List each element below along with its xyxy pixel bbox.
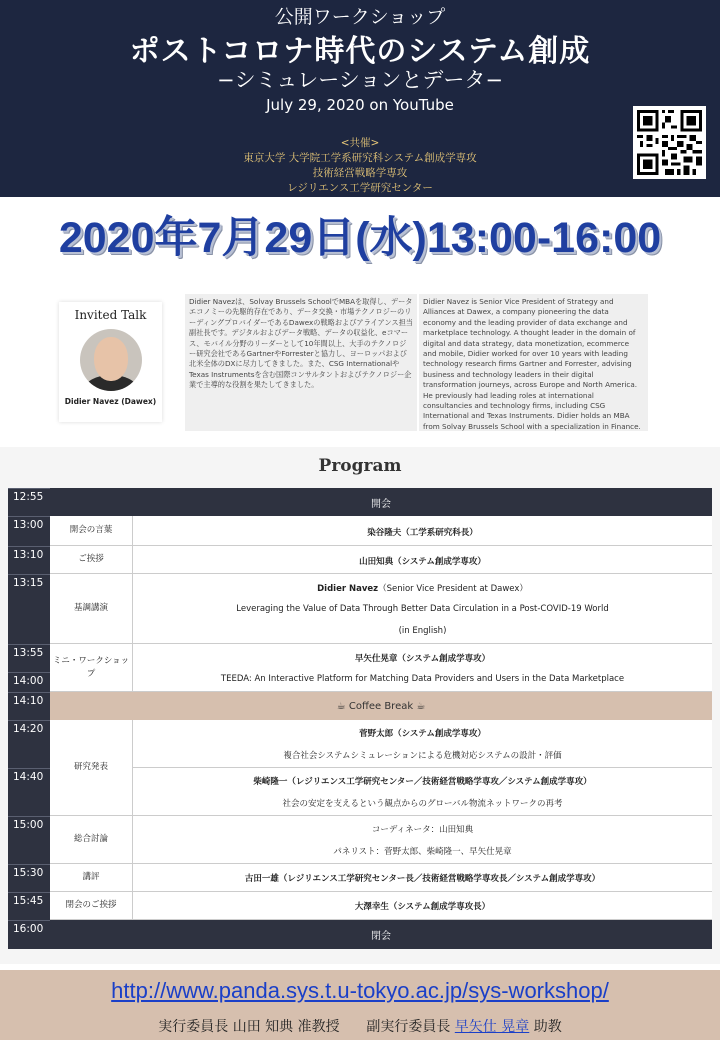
session-label: 基調講演 <box>50 574 133 644</box>
chair-role: 実行委員長 <box>158 1019 229 1035</box>
vice-chair-name-link[interactable]: 早矢仕 晃章 <box>454 1019 530 1035</box>
speaker: 古田一雄（レジリエンス工学研究センター長／技術経営戦略学専攻長／システム創成学専攻） <box>244 874 601 884</box>
session-label: 総合討論 <box>50 816 133 864</box>
session-content <box>133 768 712 816</box>
time-slot: 13:55 <box>8 644 50 672</box>
talk-title: 複合社会システムシミュレーションによる危機対応システムの設計・評価 <box>283 751 562 761</box>
invited-talk-card <box>59 302 162 422</box>
time-slot: 15:30 <box>8 864 50 892</box>
organizers <box>0 136 720 196</box>
time-slot: 13:10 <box>8 546 50 574</box>
event-datetime: 2020年7月29日(水)13:00-16:00 <box>58 214 662 262</box>
avatar-face <box>94 337 128 381</box>
speaker: 染谷隆夫（工学系研究科長） <box>367 528 478 538</box>
talk-language: (in English) <box>398 626 447 636</box>
talk-title: Leveraging the Value of Data Through Better Data Circulation in a Post-COVID-19 World <box>236 604 609 614</box>
time-slot: 13:00 <box>8 516 50 546</box>
opening-row: 開会 <box>50 488 712 516</box>
speaker-affiliation: （Senior Vice President at Dawex） <box>378 584 528 594</box>
session-content <box>133 892 712 920</box>
invited-talk-label: Invited Talk <box>74 308 147 322</box>
page-title: ポストコロナ時代のシステム創成 <box>129 34 591 69</box>
session-label: 閉会のご挨拶 <box>50 892 133 920</box>
time-slot: 15:00 <box>8 816 50 864</box>
closing-row: 閉会 <box>50 920 712 949</box>
session-content <box>133 546 712 574</box>
speaker-bio-japanese: Didier Navezは、Solvay Brussels SchoolでMBAを取得し、データエコノミーの先駆的存在であり、データ交換・市場テクノロジーのリーディングプロバイダーであるDawexの戦略およびアライアンス担当副社長です。デジタルおよびデータ戦略、データの収益化、eコマース、モバイル分野のリーダーとして10年間以上、大手のテクノロジー研究会社であるGartnerやForresterと協力し、ヨーロッパおよび北米全体のDXに尽力してきました。また、CSG InternationalやTexas Instrumentsを含む国際コンサルタントおよびテクノロジー企業で主導的な役割を果たしてきました。 <box>185 294 417 431</box>
speaker: Didier Navez <box>317 584 379 594</box>
program-title: Program <box>318 456 402 476</box>
speaker: 山田知典（システム創成学専攻） <box>359 557 486 567</box>
committee-line <box>0 1016 720 1036</box>
time-slot: 14:40 <box>8 768 50 816</box>
organizer-heading: <共催> <box>340 137 380 149</box>
time-slot: 14:10 <box>8 692 50 720</box>
time-slot: 16:00 <box>8 920 50 949</box>
coffee-break-label: Coffee Break <box>348 700 414 712</box>
session-label: 講評 <box>50 864 133 892</box>
session-content <box>133 816 712 864</box>
session-content <box>133 644 712 692</box>
talk-title: TEEDA: An Interactive Platform for Matching Data Providers and Users in the Data Marketplace <box>220 674 625 684</box>
qr-code-icon[interactable] <box>633 106 706 179</box>
coffee-cup-icon: ☕ <box>336 700 346 712</box>
vice-chair-role: 副実行委員長 <box>366 1019 451 1035</box>
speaker-name: Didier Navez (Dawex) <box>64 397 157 406</box>
time-slot: 12:55 <box>8 488 50 516</box>
event-date-line: July 29, 2020 on YouTube <box>266 96 454 114</box>
session-label: ご挨拶 <box>50 546 133 574</box>
session-content <box>133 516 712 546</box>
time-slot: 13:15 <box>8 574 50 644</box>
session-label: 研究発表 <box>50 720 133 816</box>
coffee-break-row <box>50 692 712 720</box>
session-content <box>133 574 712 644</box>
talk-title: 社会の安定を支えるという観点からのグローバル物流ネットワークの再考 <box>282 799 563 809</box>
speaker: 早矢仕晃章（システム創成学専攻） <box>354 654 491 664</box>
chair-name: 山田 知典 <box>232 1019 294 1035</box>
chair-title: 准教授 <box>297 1019 340 1035</box>
speaker: 柴崎隆一（レジリエンス工学研究センター／技術経営戦略学専攻／システム創成学専攻） <box>253 777 592 787</box>
speaker-bio-english: Didier Navez is Senior Vice President of Strategy and Alliances at Dawex, a company pioneering the data economy and the leading provider of data exchange and marketplace technology. A thought leader in the domain of digital and data strategy, data monetization, ecommerce and mobile, Didier worked for over 10 years with leading technology research firms Gartner and Forrester, advising business and technology leaders in their digital transformation journeys, across Europe and North America. He previously had leading roles at international consultancies and technology firms, including CSG International and Texas Instruments. Didier holds an MBA from Solvay Brussels School with a specialization in Finance. <box>419 294 648 431</box>
panel-coordinator: コーディネータ：山田知典 <box>371 825 474 835</box>
organizer-1: 東京大学 大学院工学系研究科システム創成学専攻 <box>243 152 477 164</box>
vice-chair-title: 助教 <box>533 1019 562 1035</box>
session-label: 開会の言葉 <box>50 516 133 546</box>
page-subtitle: −シミュレーションとデータ− <box>217 68 503 92</box>
coffee-cup-icon: ☕ <box>416 700 426 712</box>
session-content <box>133 864 712 892</box>
speaker: 大澤幸生（システム創成学専攻長） <box>354 902 491 912</box>
footer <box>0 970 720 1040</box>
time-slot: 14:20 <box>8 720 50 768</box>
session-label: ミニ・ワークショップ <box>50 644 133 692</box>
avatar <box>80 329 142 391</box>
panel-panelists: パネリスト：菅野太郎、柴崎隆一、早矢仕晃章 <box>333 847 512 857</box>
organizer-3: レジリエンス工学研究センター <box>287 182 433 194</box>
workshop-url-link[interactable]: http://www.panda.sys.t.u-tokyo.ac.jp/sys-workshop/ <box>111 978 609 1003</box>
organizer-2: 技術経営戦略学専攻 <box>312 167 408 179</box>
time-slot: 14:00 <box>8 672 50 692</box>
speaker: 菅野太郎（システム創成学専攻） <box>359 729 486 739</box>
session-content <box>133 720 712 768</box>
keynote-speaker-line <box>133 582 712 594</box>
workshop-label: 公開ワークショップ <box>274 6 446 28</box>
time-slot: 15:45 <box>8 892 50 920</box>
header-banner <box>0 0 720 197</box>
